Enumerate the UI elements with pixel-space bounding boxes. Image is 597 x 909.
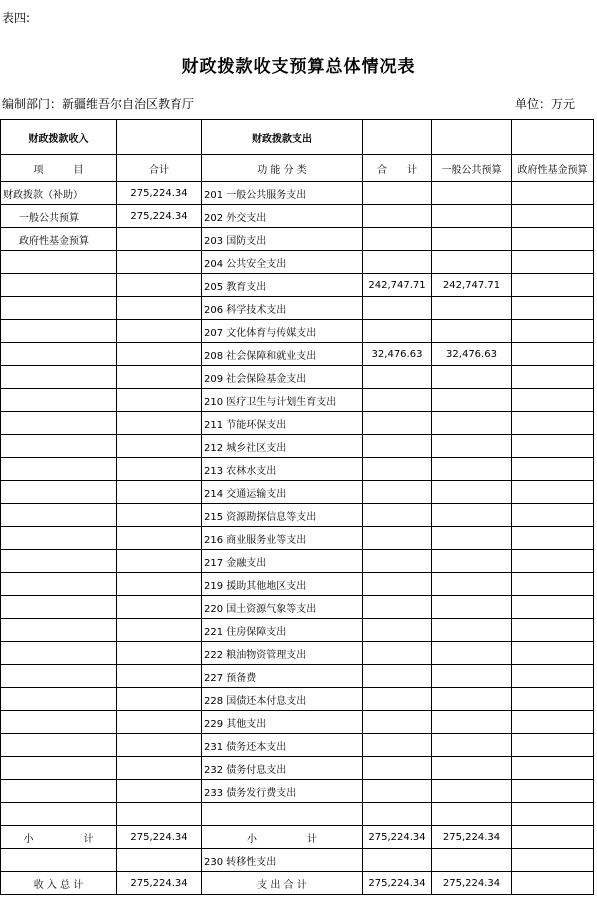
expense-total-value bbox=[363, 297, 432, 320]
empty-cell bbox=[1, 711, 117, 734]
table-row bbox=[1, 320, 594, 343]
income-item-amount bbox=[117, 228, 202, 251]
empty-cell bbox=[117, 550, 202, 573]
expense-grand-total-total: 275,224.34 bbox=[363, 872, 432, 895]
grand-total-row bbox=[1, 872, 594, 895]
expense-total-value bbox=[363, 642, 432, 665]
expense-fund-value bbox=[512, 665, 594, 688]
page-title: 财政拨款收支预算总体情况表 bbox=[181, 57, 416, 77]
empty-cell bbox=[1, 481, 117, 504]
expense-total-value bbox=[363, 780, 432, 803]
expense-general-value bbox=[432, 619, 512, 642]
expense-category-label: 220 国土资源气象等支出 bbox=[202, 596, 363, 619]
table-row bbox=[1, 297, 594, 320]
expense-general-value bbox=[432, 228, 512, 251]
general-budget-column-header: 一般公共预算 bbox=[432, 155, 512, 182]
table-row bbox=[1, 734, 594, 757]
empty-cell bbox=[117, 120, 202, 155]
empty-cell bbox=[1, 343, 117, 366]
expense-total-column-header: 合 计 bbox=[363, 155, 432, 182]
expense-general-value bbox=[432, 205, 512, 228]
table-row bbox=[1, 205, 594, 228]
table-row bbox=[1, 780, 594, 803]
expense-category-label: 214 交通运输支出 bbox=[202, 481, 363, 504]
empty-cell bbox=[512, 803, 594, 826]
expense-total-value bbox=[363, 619, 432, 642]
total-column-header: 合计 bbox=[117, 155, 202, 182]
expense-general-value bbox=[432, 642, 512, 665]
empty-cell bbox=[202, 803, 363, 826]
expense-total-value bbox=[363, 527, 432, 550]
table-row bbox=[1, 573, 594, 596]
income-subtotal-amount: 275,224.34 bbox=[117, 826, 202, 849]
expense-category-label: 231 债务还本支出 bbox=[202, 734, 363, 757]
expense-fund-value bbox=[512, 527, 594, 550]
empty-cell bbox=[363, 803, 432, 826]
empty-cell bbox=[1, 251, 117, 274]
column-header-row bbox=[1, 155, 594, 182]
item-column-header: 项 目 bbox=[1, 155, 117, 182]
table-row bbox=[1, 481, 594, 504]
empty-cell bbox=[117, 734, 202, 757]
table-row bbox=[1, 596, 594, 619]
expense-general-value: 242,747.71 bbox=[432, 274, 512, 297]
table-row bbox=[1, 274, 594, 297]
expense-category-label: 201 一般公共服务支出 bbox=[202, 182, 363, 205]
department-label: 编制部门：新疆维吾尔自治区教育厅 bbox=[2, 97, 195, 111]
gov-fund-budget-column-header: 政府性基金预算 bbox=[512, 155, 594, 182]
empty-cell bbox=[1, 274, 117, 297]
expense-fund-value bbox=[512, 389, 594, 412]
empty-cell bbox=[1, 757, 117, 780]
expense-category-label: 209 社会保险基金支出 bbox=[202, 366, 363, 389]
expense-category-label: 212 城乡社区支出 bbox=[202, 435, 363, 458]
expense-fund-value bbox=[512, 412, 594, 435]
empty-cell bbox=[117, 435, 202, 458]
expense-general-value bbox=[432, 366, 512, 389]
expense-fund-value bbox=[512, 642, 594, 665]
expense-fund-value bbox=[512, 297, 594, 320]
empty-cell bbox=[512, 120, 594, 155]
table-row bbox=[1, 343, 594, 366]
empty-cell bbox=[1, 688, 117, 711]
function-category-column-header: 功 能 分 类 bbox=[202, 155, 363, 182]
empty-cell bbox=[117, 619, 202, 642]
empty-cell bbox=[117, 573, 202, 596]
table-row bbox=[1, 711, 594, 734]
empty-cell bbox=[117, 803, 202, 826]
expense-total-value bbox=[363, 734, 432, 757]
expense-total-value bbox=[363, 596, 432, 619]
table-row bbox=[1, 642, 594, 665]
table-row bbox=[1, 504, 594, 527]
expense-section-header: 财政拨款支出 bbox=[202, 120, 363, 155]
expense-fund-value bbox=[512, 757, 594, 780]
expense-general-value bbox=[432, 573, 512, 596]
expense-total-value bbox=[363, 251, 432, 274]
empty-cell bbox=[117, 481, 202, 504]
expense-general-value bbox=[432, 688, 512, 711]
income-item-label: 一般公共预算 bbox=[1, 205, 117, 228]
expense-fund-value bbox=[512, 780, 594, 803]
empty-cell bbox=[1, 435, 117, 458]
expense-general-value bbox=[432, 780, 512, 803]
budget-table bbox=[0, 119, 594, 895]
empty-cell bbox=[117, 412, 202, 435]
expense-total-value bbox=[363, 550, 432, 573]
expense-subtotal-general: 275,224.34 bbox=[432, 826, 512, 849]
expense-category-label: 233 债务发行费支出 bbox=[202, 780, 363, 803]
expense-category-label: 229 其他支出 bbox=[202, 711, 363, 734]
expense-fund-value bbox=[512, 711, 594, 734]
empty-cell bbox=[117, 274, 202, 297]
table-row bbox=[1, 228, 594, 251]
expense-category-label: 206 科学技术支出 bbox=[202, 297, 363, 320]
expense-general-value: 32,476.63 bbox=[432, 343, 512, 366]
expense-total-value bbox=[363, 481, 432, 504]
expense-category-label: 232 债务付息支出 bbox=[202, 757, 363, 780]
empty-cell bbox=[117, 251, 202, 274]
expense-category-label: 208 社会保障和就业支出 bbox=[202, 343, 363, 366]
expense-general-value bbox=[432, 504, 512, 527]
empty-cell bbox=[1, 642, 117, 665]
empty-cell bbox=[432, 803, 512, 826]
expense-fund-value bbox=[512, 366, 594, 389]
expense-total-value bbox=[363, 573, 432, 596]
expense-fund-value bbox=[512, 550, 594, 573]
expense-general-value bbox=[432, 412, 512, 435]
income-item-amount: 275,224.34 bbox=[117, 205, 202, 228]
expense-fund-value bbox=[512, 573, 594, 596]
empty-cell bbox=[1, 297, 117, 320]
table-label: 表四: bbox=[2, 11, 31, 25]
expense-total-value bbox=[363, 504, 432, 527]
expense-general-value bbox=[432, 320, 512, 343]
empty-cell bbox=[432, 120, 512, 155]
empty-cell bbox=[1, 366, 117, 389]
empty-cell bbox=[117, 320, 202, 343]
table-row bbox=[1, 389, 594, 412]
expense-total-value bbox=[363, 366, 432, 389]
empty-cell bbox=[1, 803, 117, 826]
expense-fund-value bbox=[512, 182, 594, 205]
expense-total-value bbox=[363, 688, 432, 711]
empty-cell bbox=[1, 619, 117, 642]
expense-fund-value bbox=[512, 688, 594, 711]
transfer-expense-label: 230 转移性支出 bbox=[202, 849, 363, 872]
expense-general-value bbox=[432, 481, 512, 504]
empty-cell bbox=[363, 849, 432, 872]
expense-total-value bbox=[363, 228, 432, 251]
expense-category-label: 221 住房保障支出 bbox=[202, 619, 363, 642]
empty-cell bbox=[117, 297, 202, 320]
empty-cell bbox=[117, 596, 202, 619]
expense-grand-total-label: 支 出 合 计 bbox=[202, 872, 363, 895]
expense-fund-value bbox=[512, 320, 594, 343]
empty-cell bbox=[117, 780, 202, 803]
income-item-amount: 275,224.34 bbox=[117, 182, 202, 205]
expense-general-value bbox=[432, 435, 512, 458]
expense-category-label: 217 金融支出 bbox=[202, 550, 363, 573]
income-item-label: 财政拨款（补助） bbox=[1, 182, 117, 205]
expense-category-label: 219 援助其他地区支出 bbox=[202, 573, 363, 596]
empty-cell bbox=[117, 343, 202, 366]
empty-cell bbox=[117, 527, 202, 550]
income-subtotal-label: 小 计 bbox=[1, 826, 117, 849]
expense-fund-value bbox=[512, 458, 594, 481]
empty-cell bbox=[117, 389, 202, 412]
expense-total-value bbox=[363, 182, 432, 205]
expense-general-value bbox=[432, 389, 512, 412]
expense-category-label: 216 商业服务业等支出 bbox=[202, 527, 363, 550]
table-row bbox=[1, 412, 594, 435]
expense-subtotal-total: 275,224.34 bbox=[363, 826, 432, 849]
table-row bbox=[1, 458, 594, 481]
table-row bbox=[1, 619, 594, 642]
table-row bbox=[1, 251, 594, 274]
empty-cell bbox=[1, 412, 117, 435]
expense-fund-value bbox=[512, 435, 594, 458]
expense-category-label: 203 国防支出 bbox=[202, 228, 363, 251]
expense-category-label: 207 文化体育与传媒支出 bbox=[202, 320, 363, 343]
expense-category-label: 215 资源勘探信息等支出 bbox=[202, 504, 363, 527]
empty-cell bbox=[117, 665, 202, 688]
expense-fund-value bbox=[512, 619, 594, 642]
expense-total-value bbox=[363, 205, 432, 228]
expense-total-value bbox=[363, 412, 432, 435]
expense-general-value bbox=[432, 182, 512, 205]
empty-cell bbox=[432, 849, 512, 872]
empty-cell bbox=[117, 849, 202, 872]
table-row bbox=[1, 665, 594, 688]
expense-general-value bbox=[432, 550, 512, 573]
expense-general-value bbox=[432, 251, 512, 274]
expense-general-value bbox=[432, 527, 512, 550]
table-row bbox=[1, 527, 594, 550]
expense-category-label: 222 粮油物资管理支出 bbox=[202, 642, 363, 665]
expense-general-value bbox=[432, 458, 512, 481]
empty-cell bbox=[1, 665, 117, 688]
expense-total-value bbox=[363, 665, 432, 688]
empty-cell bbox=[1, 389, 117, 412]
table-row bbox=[1, 435, 594, 458]
expense-grand-total-general: 275,224.34 bbox=[432, 872, 512, 895]
expense-fund-value bbox=[512, 504, 594, 527]
section-header-row bbox=[1, 120, 594, 155]
expense-total-value bbox=[363, 711, 432, 734]
blank-row bbox=[1, 803, 594, 826]
empty-cell bbox=[117, 458, 202, 481]
income-item-label: 政府性基金预算 bbox=[1, 228, 117, 251]
empty-cell bbox=[117, 366, 202, 389]
expense-fund-value bbox=[512, 596, 594, 619]
empty-cell bbox=[1, 780, 117, 803]
empty-cell bbox=[1, 458, 117, 481]
expense-fund-value bbox=[512, 481, 594, 504]
expense-subtotal-fund bbox=[512, 826, 594, 849]
empty-cell bbox=[117, 711, 202, 734]
expense-general-value bbox=[432, 757, 512, 780]
expense-category-label: 228 国债还本付息支出 bbox=[202, 688, 363, 711]
expense-category-label: 211 节能环保支出 bbox=[202, 412, 363, 435]
empty-cell bbox=[512, 849, 594, 872]
empty-cell bbox=[1, 849, 117, 872]
expense-category-label: 213 农林水支出 bbox=[202, 458, 363, 481]
table-row bbox=[1, 688, 594, 711]
expense-total-value bbox=[363, 320, 432, 343]
empty-cell bbox=[117, 504, 202, 527]
table-row bbox=[1, 757, 594, 780]
transfer-row bbox=[1, 849, 594, 872]
expense-total-value bbox=[363, 435, 432, 458]
expense-total-value bbox=[363, 757, 432, 780]
empty-cell bbox=[117, 688, 202, 711]
expense-category-label: 227 预备费 bbox=[202, 665, 363, 688]
expense-fund-value bbox=[512, 251, 594, 274]
expense-total-value: 242,747.71 bbox=[363, 274, 432, 297]
expense-category-label: 210 医疗卫生与计划生育支出 bbox=[202, 389, 363, 412]
subtotal-row bbox=[1, 826, 594, 849]
table-row bbox=[1, 182, 594, 205]
empty-cell bbox=[117, 757, 202, 780]
empty-cell bbox=[1, 573, 117, 596]
expense-subtotal-label: 小 计 bbox=[202, 826, 363, 849]
expense-general-value bbox=[432, 596, 512, 619]
expense-general-value bbox=[432, 711, 512, 734]
empty-cell bbox=[363, 120, 432, 155]
empty-cell bbox=[1, 734, 117, 757]
empty-cell bbox=[1, 527, 117, 550]
expense-fund-value bbox=[512, 228, 594, 251]
expense-total-value bbox=[363, 389, 432, 412]
table-row bbox=[1, 550, 594, 573]
expense-general-value bbox=[432, 734, 512, 757]
expense-general-value bbox=[432, 297, 512, 320]
income-section-header: 财政拨款收入 bbox=[1, 120, 117, 155]
expense-fund-value bbox=[512, 734, 594, 757]
empty-cell bbox=[117, 642, 202, 665]
unit-label: 单位：万元 bbox=[514, 97, 575, 111]
expense-category-label: 205 教育支出 bbox=[202, 274, 363, 297]
empty-cell bbox=[1, 504, 117, 527]
income-grand-total-amount: 275,224.34 bbox=[117, 872, 202, 895]
expense-category-label: 204 公共安全支出 bbox=[202, 251, 363, 274]
income-grand-total-label: 收 入 总 计 bbox=[1, 872, 117, 895]
expense-category-label: 202 外交支出 bbox=[202, 205, 363, 228]
table-row bbox=[1, 366, 594, 389]
empty-cell bbox=[1, 550, 117, 573]
expense-general-value bbox=[432, 665, 512, 688]
expense-fund-value bbox=[512, 343, 594, 366]
empty-cell bbox=[1, 596, 117, 619]
expense-total-value bbox=[363, 458, 432, 481]
expense-grand-total-fund bbox=[512, 872, 594, 895]
expense-total-value: 32,476.63 bbox=[363, 343, 432, 366]
expense-fund-value bbox=[512, 205, 594, 228]
expense-fund-value bbox=[512, 274, 594, 297]
empty-cell bbox=[1, 320, 117, 343]
